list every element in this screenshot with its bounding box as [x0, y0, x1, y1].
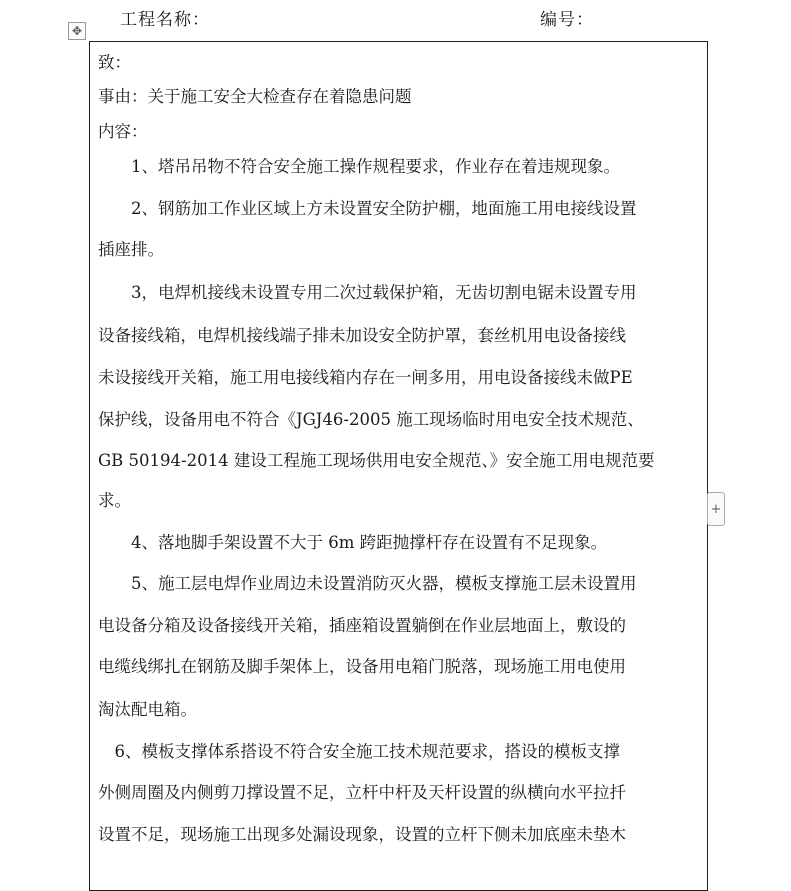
content-line: 2、钢筋加工作业区域上方未设置安全防护棚，地面施工用电接线设置: [98, 199, 637, 218]
content-line: 外侧周圈及内侧剪刀撑设置不足，立杆中杆及天杆设置的纵横向水平拉扦: [98, 783, 626, 802]
table-move-handle-icon[interactable]: ✥: [68, 22, 86, 40]
content-line: GB 50194-2014 建设工程施工现场供用电安全规范、》安全施工用电规范要: [98, 451, 655, 470]
content-line: 保护线，设备用电不符合《JGJ46-2005 施工现场临时用电安全技术规范、: [98, 410, 644, 429]
content-line: 设备接线箱，电焊机接线端子排未加设安全防护罩，套丝机用电设备接线: [98, 326, 626, 345]
content-line: 未设接线开关箱，施工用电接线箱内存在一闸多用，用电设备接线未做PE: [98, 368, 633, 387]
content-line: 插座排。: [98, 240, 164, 259]
content-line: 电缆线绑扎在钢筋及脚手架体上，设备用电箱门脱落，现场施工用电使用: [98, 657, 626, 676]
content-line: 设置不足，现场施工出现多处漏设现象，设置的立杆下侧未加底座未垫木: [98, 825, 626, 844]
content-line: 电设备分箱及设备接线开关箱，插座箱设置躺倒在作业层地面上，敷设的: [98, 616, 626, 635]
content-label: 内容：: [98, 122, 148, 141]
project-name-label: 工程名称：: [120, 10, 210, 30]
content-line: 求。: [98, 491, 131, 510]
content-line: 4、落地脚手架设置不大于 6m 跨距抛撑杆存在设置有不足现象。: [98, 533, 608, 552]
content-line: 6、模板支撑体系搭设不符合安全施工技术规范要求，搭设的模板支撑: [98, 742, 620, 761]
subject-line: 事由：关于施工安全大检查存在着隐患问题: [98, 87, 412, 106]
content-line: 淘汰配电箱。: [98, 700, 197, 719]
content-line: 3，电焊机接线未设置专用二次过载保护箱，无齿切割电锯未设置专用: [98, 283, 637, 302]
recipient-line: 致：: [98, 53, 131, 72]
add-row-icon[interactable]: +: [707, 492, 725, 526]
content-line: 5、施工层电焊作业周边未设置消防灭火器，模板支撑施工层未设置用: [98, 574, 637, 593]
content-line: 1、塔吊吊物不符合安全施工操作规程要求，作业存在着违规现象。: [98, 157, 620, 176]
document-number-label: 编号：: [540, 10, 594, 30]
